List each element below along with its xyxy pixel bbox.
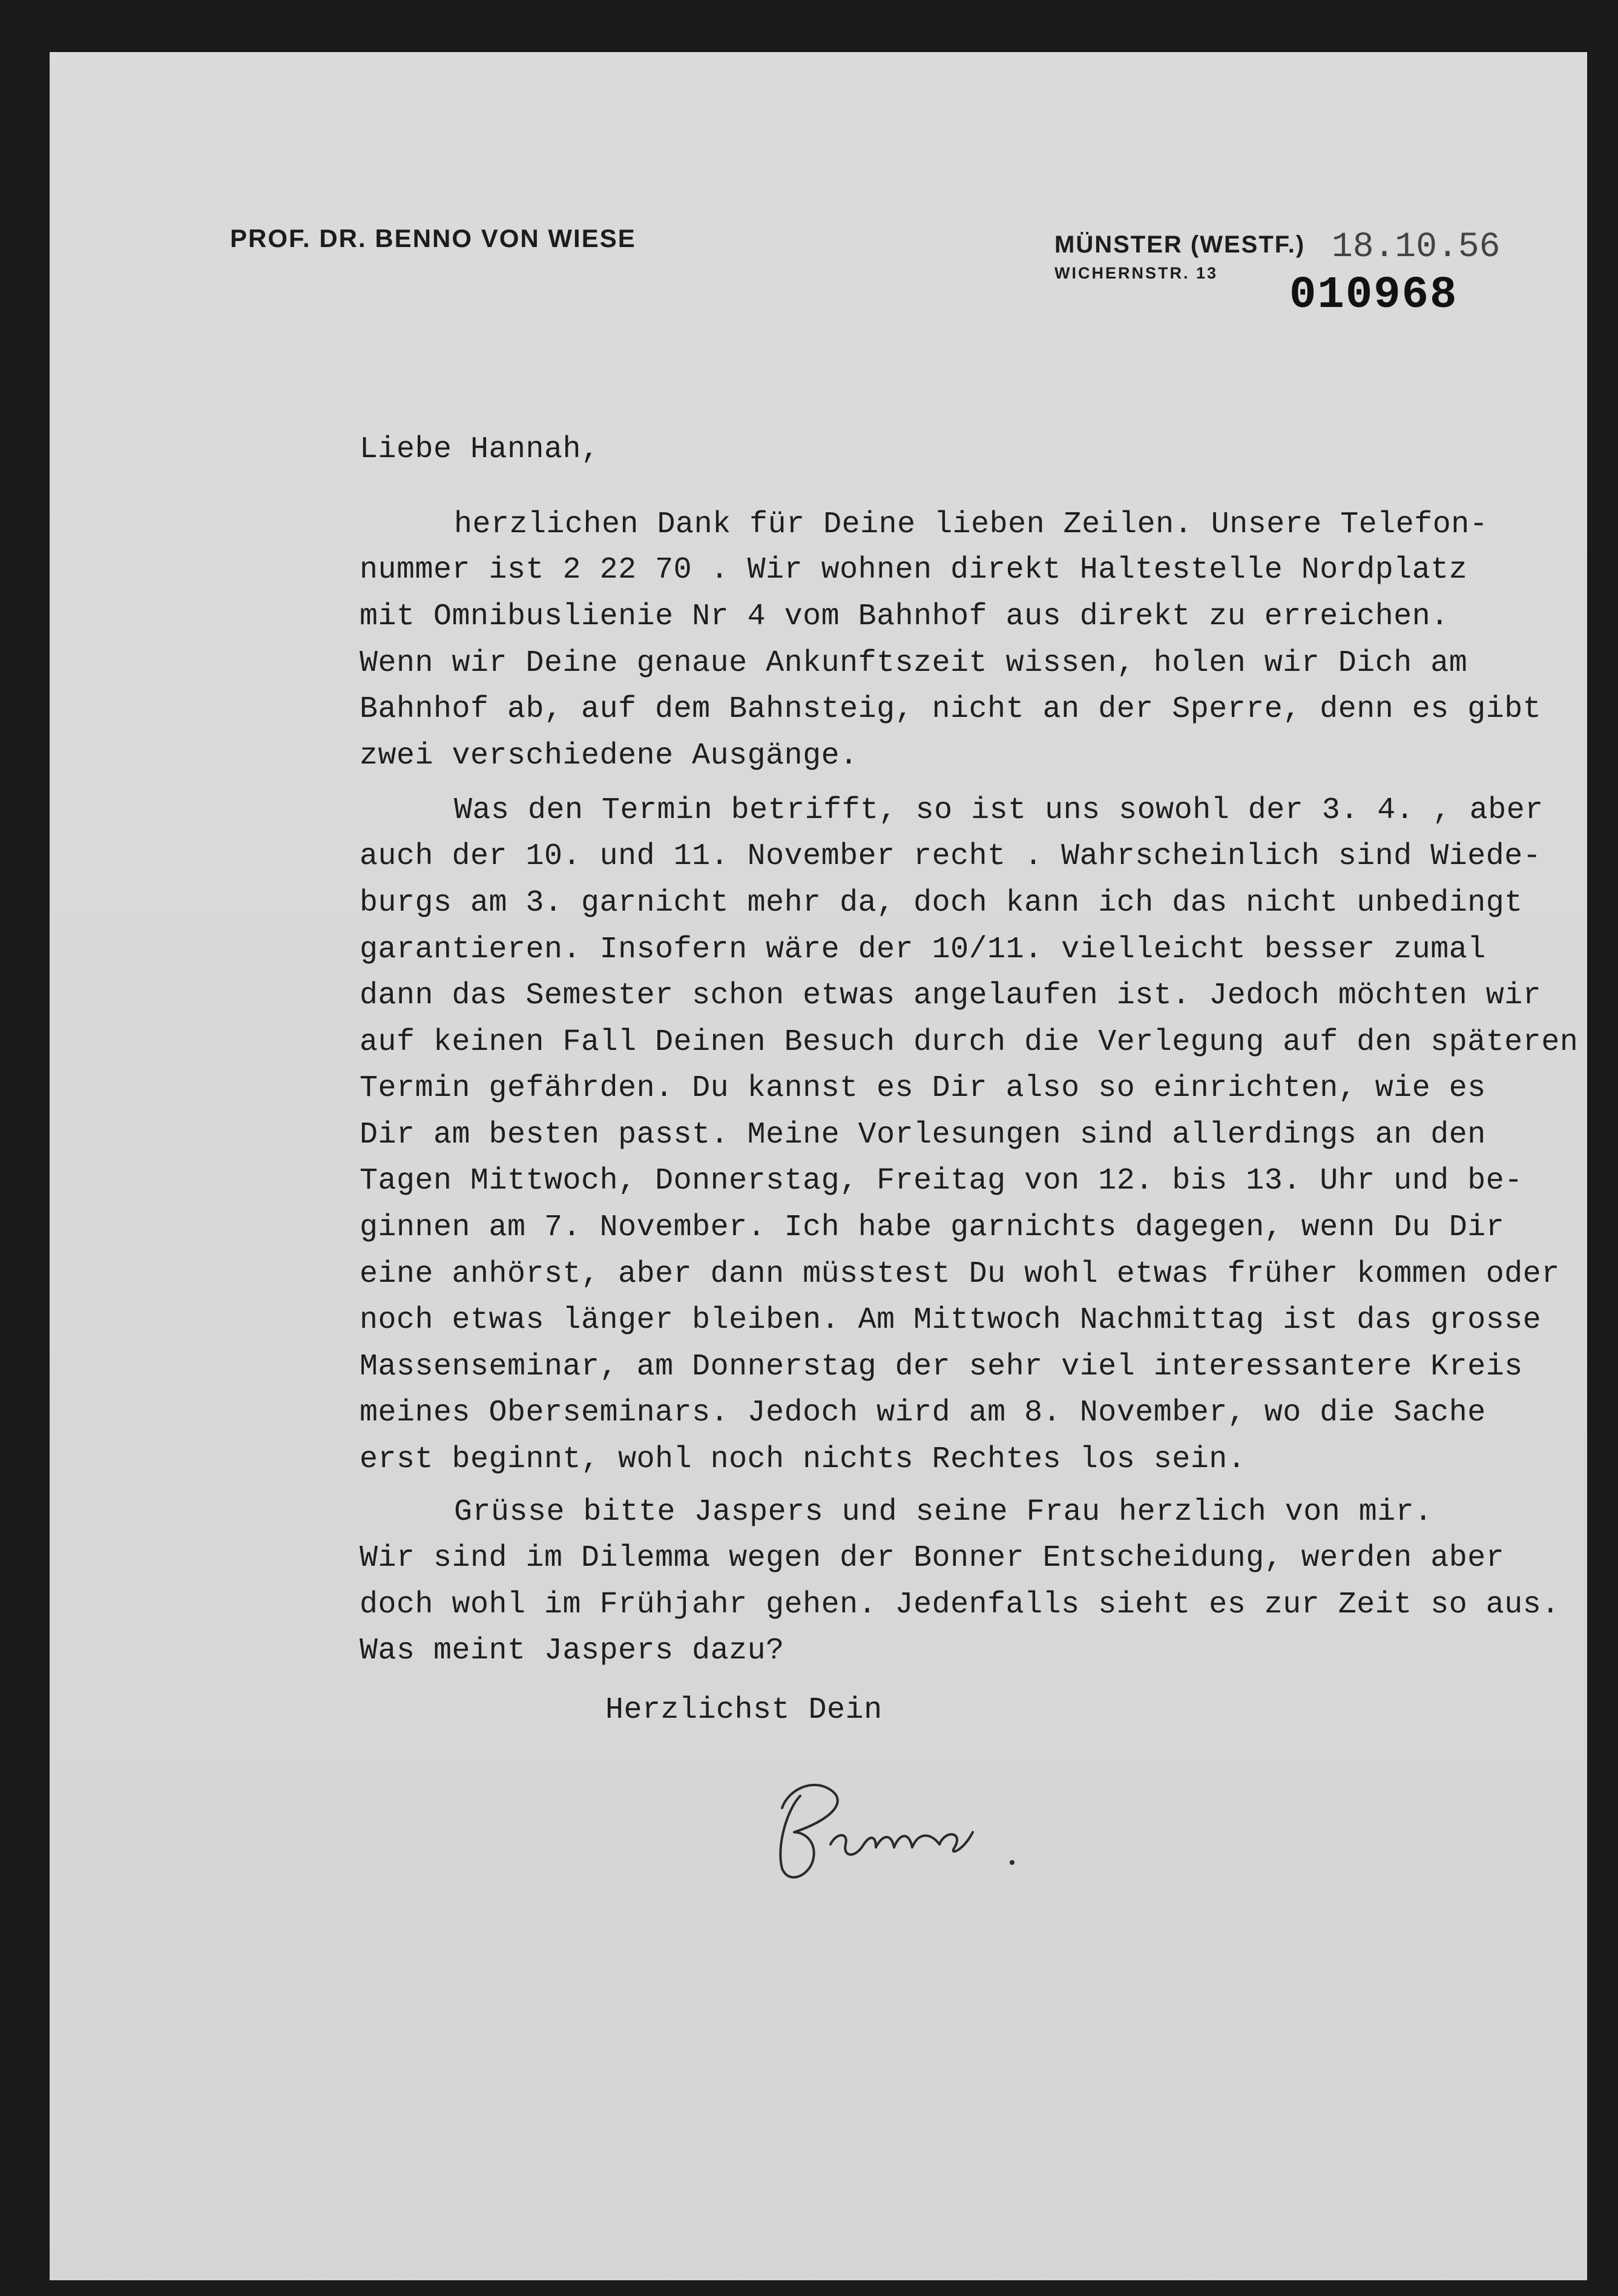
letterhead-name: PROF. DR. BENNO VON WIESE xyxy=(230,224,636,252)
body-line: Wenn wir Deine genaue Ankunftszeit wissen, holen wir Dich am xyxy=(360,646,1468,681)
body-line: dann das Semester schon etwas angelaufen ist. Jedoch möchten wir xyxy=(360,978,1542,1013)
body-line: herzlichen Dank für Deine lieben Zeilen. Unsere Telefon- xyxy=(454,507,1488,542)
letter-date: 18.10.56 xyxy=(1332,228,1501,267)
body-line: eine anhörst, aber dann müsstest Du wohl etwas früher kommen oder xyxy=(360,1257,1560,1292)
body-line: doch wohl im Frühjahr gehen. Jedenfalls sieht es zur Zeit so aus. xyxy=(360,1588,1560,1622)
body-line: Bahnhof ab, auf dem Bahnsteig, nicht an der Sperre, denn es gibt xyxy=(360,692,1542,727)
body-line: burgs am 3. garnicht mehr da, doch kann ich das nicht unbedingt xyxy=(360,886,1523,920)
salutation: Liebe Hannah, xyxy=(360,432,600,467)
body-line: noch etwas länger bleiben. Am Mittwoch Nachmittag ist das grosse xyxy=(360,1303,1542,1338)
letterhead-street: WICHERNSTR. 13 xyxy=(1054,264,1218,282)
body-line: erst beginnt, wohl noch nichts Rechtes los sein. xyxy=(360,1442,1246,1477)
body-line: ginnen am 7. November. Ich habe garnichts dagegen, wenn Du Dir xyxy=(360,1210,1505,1245)
letter-page xyxy=(50,52,1587,2280)
body-line: Termin gefährden. Du kannst es Dir also so einrichten, wie es xyxy=(360,1071,1486,1106)
body-line: garantieren. Insofern wäre der 10/11. vielleicht besser zumal xyxy=(360,932,1486,967)
body-line: zwei verschiedene Ausgänge. xyxy=(360,739,858,773)
body-line: Was den Termin betrifft, so ist uns sowohl der 3. 4. , aber xyxy=(454,793,1544,828)
body-line: Dir am besten passt. Meine Vorlesungen sind allerdings an den xyxy=(360,1118,1486,1152)
closing: Herzlichst Dein xyxy=(605,1693,883,1727)
body-line: Grüsse bitte Jaspers und seine Frau herzlich von mir. xyxy=(454,1495,1433,1529)
handwritten-signature xyxy=(764,1772,1079,1893)
body-line: Massenseminar, am Donnerstag der sehr viel interessantere Kreis xyxy=(360,1350,1523,1384)
body-line: nummer ist 2 22 70 . Wir wohnen direkt Haltestelle Nordplatz xyxy=(360,553,1468,587)
archive-number-stamp: 010968 xyxy=(1289,270,1458,321)
body-line: auch der 10. und 11. November recht . Wahrscheinlich sind Wiede- xyxy=(360,839,1542,874)
body-line: auf keinen Fall Deinen Besuch durch die Verlegung auf den späteren xyxy=(360,1025,1579,1060)
body-line: Was meint Jaspers dazu? xyxy=(360,1634,784,1668)
letterhead-city: MÜNSTER (WESTF.) xyxy=(1054,231,1306,258)
body-line: Wir sind im Dilemma wegen der Bonner Entscheidung, werden aber xyxy=(360,1541,1505,1575)
body-line: Tagen Mittwoch, Donnerstag, Freitag von 12. bis 13. Uhr und be- xyxy=(360,1164,1523,1198)
body-line: meines Oberseminars. Jedoch wird am 8. November, wo die Sache xyxy=(360,1396,1486,1430)
body-line: mit Omnibuslienie Nr 4 vom Bahnhof aus direkt zu erreichen. xyxy=(360,599,1449,634)
